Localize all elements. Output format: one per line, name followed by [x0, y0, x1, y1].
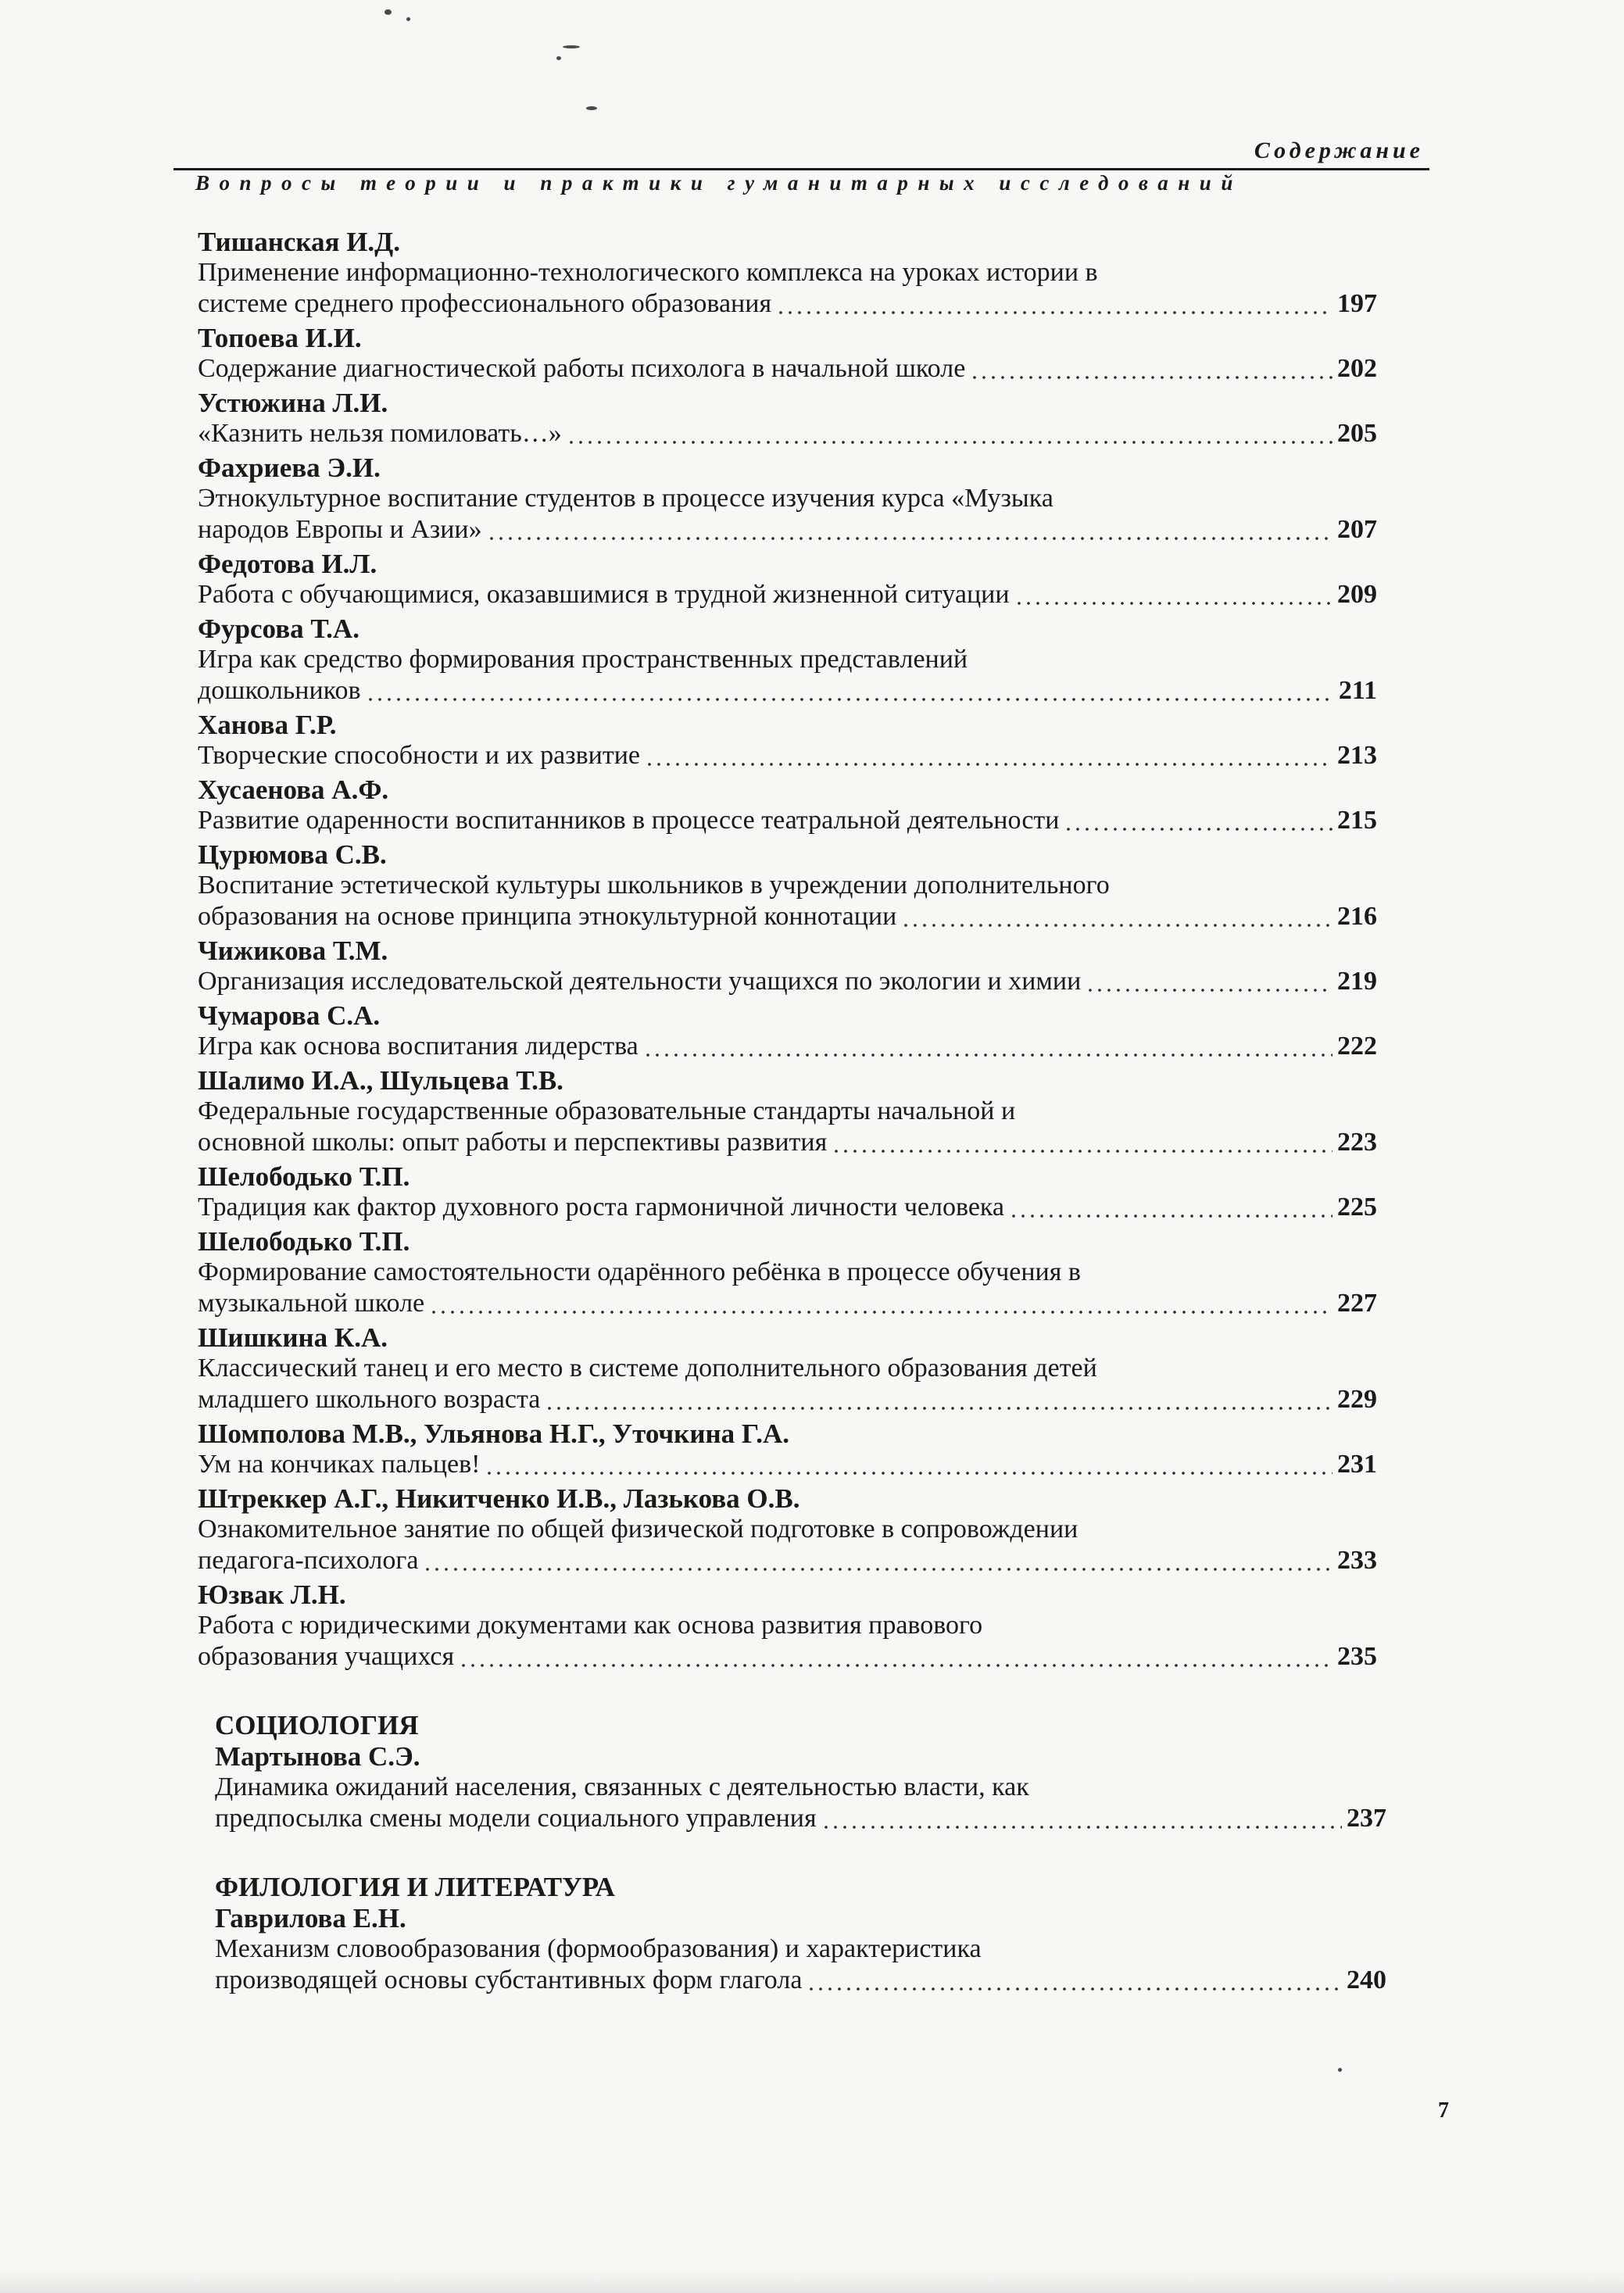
entry-author: Устюжина Л.И. [198, 388, 388, 418]
entry-author: Чижикова Т.М. [198, 935, 388, 966]
entry-title-line: Федеральные государственные образовательные стандарты начальной и [198, 1096, 1016, 1125]
dot-leader [807, 1986, 1342, 1992]
entry-author: Фахриева Э.И. [198, 453, 381, 483]
toc-row [198, 742, 1377, 774]
entry-author: Юзвак Л.Н. [198, 1579, 346, 1610]
dot-leader [485, 1470, 1332, 1476]
toc-row [198, 1129, 1377, 1161]
toc-row [198, 517, 1377, 548]
toc-row [198, 581, 1377, 613]
entry-title-line: Ознакомительное занятие по общей физической подготовке в сопровождении [198, 1515, 1078, 1544]
entry-page-number: 215 [1337, 806, 1377, 835]
entry-title: Традиция как фактор духовного роста гармоничной личности человека [198, 1193, 1005, 1222]
dot-leader [901, 922, 1332, 928]
entry-title-line: Формирование самостоятельности одарённого ребёнка в процессе обучения в [198, 1257, 1081, 1286]
entry-title: Ум на кончиках пальцев! [198, 1450, 481, 1479]
entry-author: Штреккер А.Г., Никитченко И.В., Лазькова О.В. [198, 1483, 800, 1514]
entry-page-number: 229 [1337, 1385, 1377, 1414]
entry-title: Работа с обучающимися, оказавшимися в трудной жизненной ситуации [198, 580, 1010, 609]
entry-page-number: 216 [1337, 902, 1377, 931]
entry-title: Игра как основа воспитания лидерства [198, 1032, 639, 1061]
entry-author: Федотова И.Л. [198, 549, 377, 579]
entry-page-number: 235 [1337, 1642, 1377, 1671]
page-number: 7 [1438, 2098, 1449, 2123]
section-heading: ФИЛОЛОГИЯ И ЛИТЕРАТУРА [215, 1872, 615, 1902]
header-rule [173, 168, 1429, 170]
entry-author: Гаврилова Е.Н. [215, 1903, 406, 1933]
entry-page-number: 213 [1337, 741, 1377, 770]
entry-page-number: 233 [1337, 1546, 1377, 1575]
toc-row [198, 678, 1377, 709]
entry-page-number: 219 [1337, 967, 1377, 996]
entry-author: Цурюмова С.В. [198, 839, 387, 870]
entry-author: Шишкина К.А. [198, 1322, 388, 1353]
toc-row [198, 1451, 1377, 1483]
dot-leader [429, 1309, 1332, 1315]
dot-leader [832, 1148, 1332, 1154]
entry-page-number: 240 [1347, 1966, 1386, 1994]
toc-row [198, 903, 1377, 935]
entry-title-line: Механизм словообразования (формообразования) и характеристика [215, 1934, 982, 1963]
entry-title: Организация исследовательской деятельности учащихся по экологии и химии [198, 967, 1082, 996]
entry-author: Чумарова С.А. [198, 1000, 381, 1031]
entry-page-number: 237 [1347, 1804, 1386, 1833]
dot-leader [1014, 600, 1332, 606]
dot-leader [970, 374, 1332, 381]
toc-row [198, 291, 1377, 322]
entry-page-number: 231 [1337, 1450, 1377, 1479]
entry-title: педагога-психолога [198, 1546, 419, 1575]
dot-leader [1086, 987, 1332, 993]
entry-page-number: 211 [1338, 676, 1377, 705]
entry-page-number: 227 [1337, 1289, 1377, 1318]
section-heading: СОЦИОЛОГИЯ [215, 1710, 419, 1740]
toc-row [198, 1547, 1377, 1579]
toc-row [198, 1644, 1377, 1675]
entry-author: Мартынова С.Э. [215, 1741, 420, 1772]
entry-author: Шомполова М.В., Ульянова Н.Г., Уточкина Г.А. [198, 1418, 790, 1449]
dot-leader [545, 1405, 1332, 1411]
dot-leader [1064, 826, 1332, 832]
entry-page-number: 222 [1337, 1032, 1377, 1061]
toc-row [198, 1194, 1377, 1225]
dot-leader [645, 761, 1332, 767]
entry-page-number: 225 [1337, 1193, 1377, 1222]
dot-leader [567, 439, 1332, 445]
entry-title: образования на основе принципа этнокультурной коннотации [198, 902, 897, 931]
entry-page-number: 205 [1337, 419, 1377, 448]
entry-title-line: Игра как средство формирования пространственных представлений [198, 645, 968, 674]
toc-row [198, 968, 1377, 1000]
running-header-section: Содержание [1254, 138, 1424, 163]
entry-title: младшего школьного возраста [198, 1385, 541, 1414]
dot-leader [776, 309, 1332, 316]
page-edge-shadow [0, 2270, 1624, 2293]
entry-title-line: Применение информационно-технологического комплекса на уроках истории в [198, 258, 1098, 287]
toc-row [198, 807, 1377, 839]
entry-title: народов Европы и Азии» [198, 515, 482, 544]
entry-title: музыкальной школе [198, 1289, 425, 1318]
entry-author: Фурсова Т.А. [198, 613, 359, 644]
dot-leader [366, 696, 1334, 703]
entry-author: Хусаенова А.Ф. [198, 774, 389, 805]
toc-row [198, 1033, 1377, 1064]
entry-title: предпосылка смены модели социального управления [215, 1804, 817, 1833]
running-header-journal: Вопросы теории и практики гуманитарных исследований [195, 171, 1243, 195]
entry-page-number: 207 [1337, 515, 1377, 544]
entry-author: Шелободько Т.П. [198, 1226, 410, 1257]
toc-row [198, 1386, 1377, 1418]
toc-row [215, 1967, 1386, 1998]
dot-leader [643, 1052, 1332, 1058]
entry-page-number: 209 [1337, 580, 1377, 609]
entry-title: «Казнить нельзя помиловать…» [198, 419, 562, 448]
entry-title: Развитие одаренности воспитанников в процессе театральной деятельности [198, 806, 1060, 835]
dot-leader [423, 1566, 1332, 1572]
entry-author: Шелободько Т.П. [198, 1161, 410, 1192]
toc-row [215, 1805, 1386, 1837]
entry-title-line: Работа с юридическими документами как основа развития правового [198, 1611, 983, 1640]
entry-author: Ханова Г.Р. [198, 710, 337, 740]
entry-title-line: Классический танец и его место в системе дополнительного образования детей [198, 1354, 1097, 1383]
entry-title: образования учащихся [198, 1642, 455, 1671]
entry-title-line: Воспитание эстетической культуры школьников в учреждении дополнительного [198, 871, 1110, 900]
entry-title-line: Динамика ожиданий населения, связанных с деятельностью власти, как [215, 1773, 1029, 1801]
entry-author: Топоева И.И. [198, 323, 362, 353]
entry-title: системе среднего профессионального образования [198, 289, 772, 318]
toc-row [198, 356, 1377, 387]
entry-title-line: Этнокультурное воспитание студентов в процессе изучения курса «Музыка [198, 484, 1053, 513]
entry-title: Содержание диагностической работы психолога в начальной школе [198, 354, 966, 383]
dot-leader [459, 1662, 1332, 1669]
entry-author: Тишанская И.Д. [198, 227, 401, 257]
entry-page-number: 223 [1337, 1128, 1377, 1157]
dot-leader [487, 535, 1332, 542]
entry-author: Шалимо И.А., Шульцева Т.В. [198, 1065, 563, 1096]
entry-title: Творческие способности и их развитие [198, 741, 640, 770]
toc-row [198, 420, 1377, 452]
entry-page-number: 202 [1337, 354, 1377, 383]
dot-leader [1009, 1213, 1332, 1219]
dot-leader [821, 1824, 1342, 1830]
entry-title: производящей основы субстантивных форм глагола [215, 1966, 803, 1994]
entry-page-number: 197 [1337, 289, 1377, 318]
entry-title: основной школы: опыт работы и перспективы развития [198, 1128, 828, 1157]
entry-title: дошкольников [198, 676, 361, 705]
toc-row [198, 1290, 1377, 1322]
